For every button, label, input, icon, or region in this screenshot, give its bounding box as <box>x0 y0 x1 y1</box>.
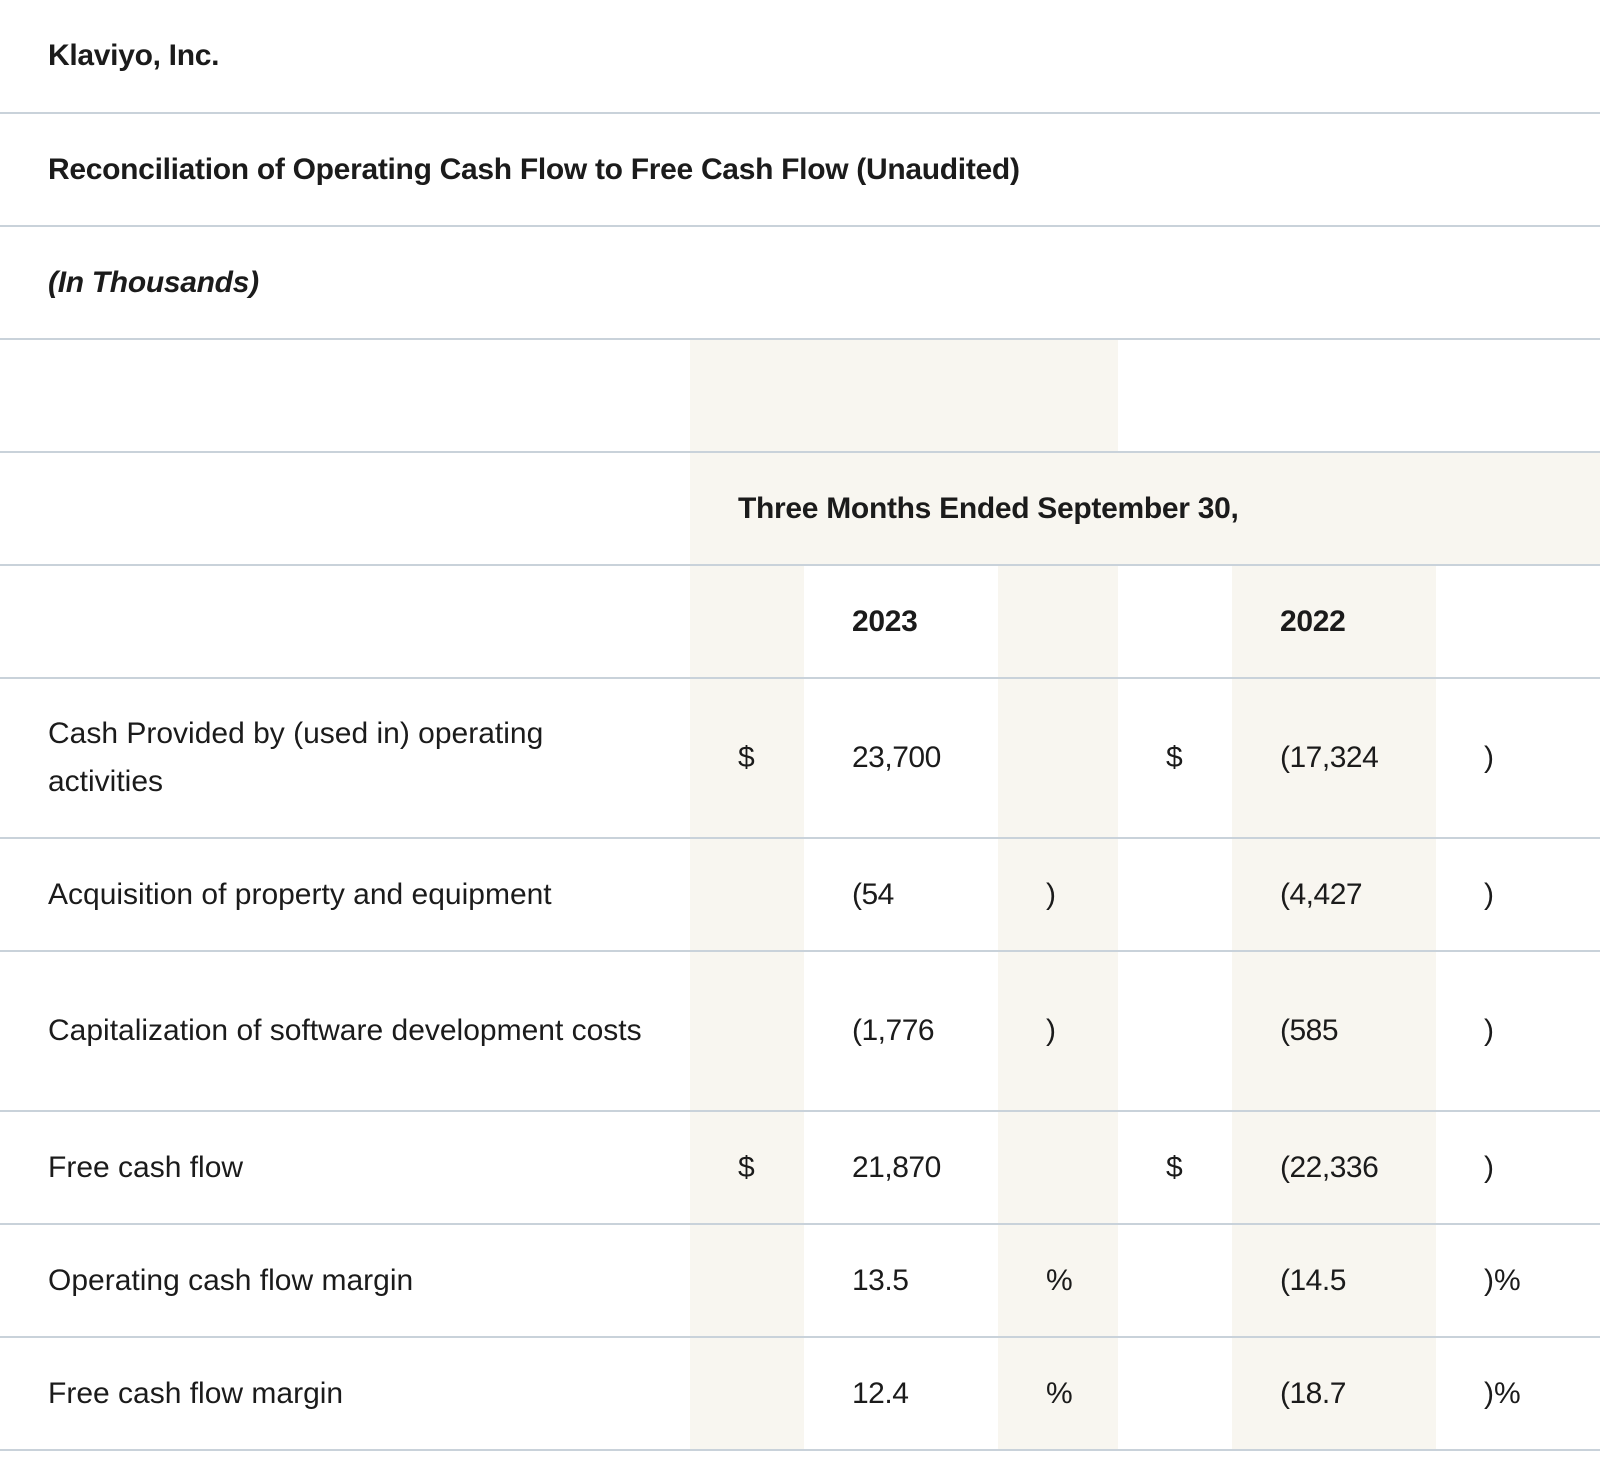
value-2022-suffix: )% <box>1436 1224 1600 1337</box>
year-header-row <box>0 565 1600 678</box>
table-row <box>0 1337 1600 1450</box>
spacer-cell <box>1118 339 1600 452</box>
spacer-cell <box>0 339 690 452</box>
period-header-row <box>0 452 1600 565</box>
currency-symbol: $ <box>1118 1111 1232 1224</box>
table-row <box>0 1111 1600 1224</box>
year-2022-suffix-cell <box>1436 565 1600 678</box>
currency-symbol <box>690 838 804 951</box>
row-label: Cash Provided by (used in) operating activities <box>0 678 690 838</box>
value-2023: 23,700 <box>804 678 998 838</box>
currency-symbol <box>690 1337 804 1450</box>
currency-symbol <box>1118 1337 1232 1450</box>
value-2023: 21,870 <box>804 1111 998 1224</box>
year-2023-prefix-cell <box>690 565 804 678</box>
row-label: Acquisition of property and equipment <box>0 838 690 951</box>
value-2022-suffix: ) <box>1436 1111 1600 1224</box>
currency-symbol: $ <box>690 1111 804 1224</box>
table-row <box>0 1224 1600 1337</box>
value-2022: (22,336 <box>1232 1111 1436 1224</box>
currency-symbol <box>690 1224 804 1337</box>
value-2023-suffix: % <box>998 1224 1118 1337</box>
value-2022: (14.5 <box>1232 1224 1436 1337</box>
table-row <box>0 678 1600 838</box>
value-2023-suffix <box>998 1111 1118 1224</box>
value-2023-suffix <box>998 678 1118 838</box>
statement-title: Reconciliation of Operating Cash Flow to Free Cash Flow (Unaudited) <box>0 113 1600 226</box>
table-row <box>0 951 1600 1111</box>
value-2022-suffix: )% <box>1436 1337 1600 1450</box>
currency-symbol <box>690 951 804 1111</box>
table-row <box>0 838 1600 951</box>
row-label: Free cash flow <box>0 1111 690 1224</box>
row-label: Operating cash flow margin <box>0 1224 690 1337</box>
value-2023: (54 <box>804 838 998 951</box>
value-2023-suffix: % <box>998 1337 1118 1450</box>
year-2022-header: 2022 <box>1232 565 1436 678</box>
year-2022-prefix-cell <box>1118 565 1232 678</box>
year-2023-suffix-cell <box>998 565 1118 678</box>
value-2023-suffix: ) <box>998 951 1118 1111</box>
row-label: Free cash flow margin <box>0 1337 690 1450</box>
row-label: Capitalization of software development costs <box>0 951 690 1111</box>
value-2023-suffix: ) <box>998 838 1118 951</box>
currency-symbol <box>1118 951 1232 1111</box>
value-2022: (17,324 <box>1232 678 1436 838</box>
currency-symbol <box>1118 838 1232 951</box>
currency-symbol: $ <box>1118 678 1232 838</box>
value-2022: (4,427 <box>1232 838 1436 951</box>
company-name: Klaviyo, Inc. <box>0 0 1600 113</box>
statement-title-row <box>0 113 1600 226</box>
value-2022: (585 <box>1232 951 1436 1111</box>
spacer-row <box>0 339 1600 452</box>
spacer-cell-shaded <box>690 339 1118 452</box>
currency-symbol: $ <box>690 678 804 838</box>
year-2023-header: 2023 <box>804 565 998 678</box>
value-2022-suffix: ) <box>1436 678 1600 838</box>
value-2023: 12.4 <box>804 1337 998 1450</box>
label-header-cell <box>0 452 690 565</box>
value-2022-suffix: ) <box>1436 838 1600 951</box>
company-row <box>0 0 1600 113</box>
units-note: (In Thousands) <box>0 226 1600 339</box>
value-2022-suffix: ) <box>1436 951 1600 1111</box>
period-header: Three Months Ended September 30, <box>690 452 1600 565</box>
units-row <box>0 226 1600 339</box>
value-2023: (1,776 <box>804 951 998 1111</box>
currency-symbol <box>1118 1224 1232 1337</box>
label-header-cell <box>0 565 690 678</box>
value-2022: (18.7 <box>1232 1337 1436 1450</box>
value-2023: 13.5 <box>804 1224 998 1337</box>
